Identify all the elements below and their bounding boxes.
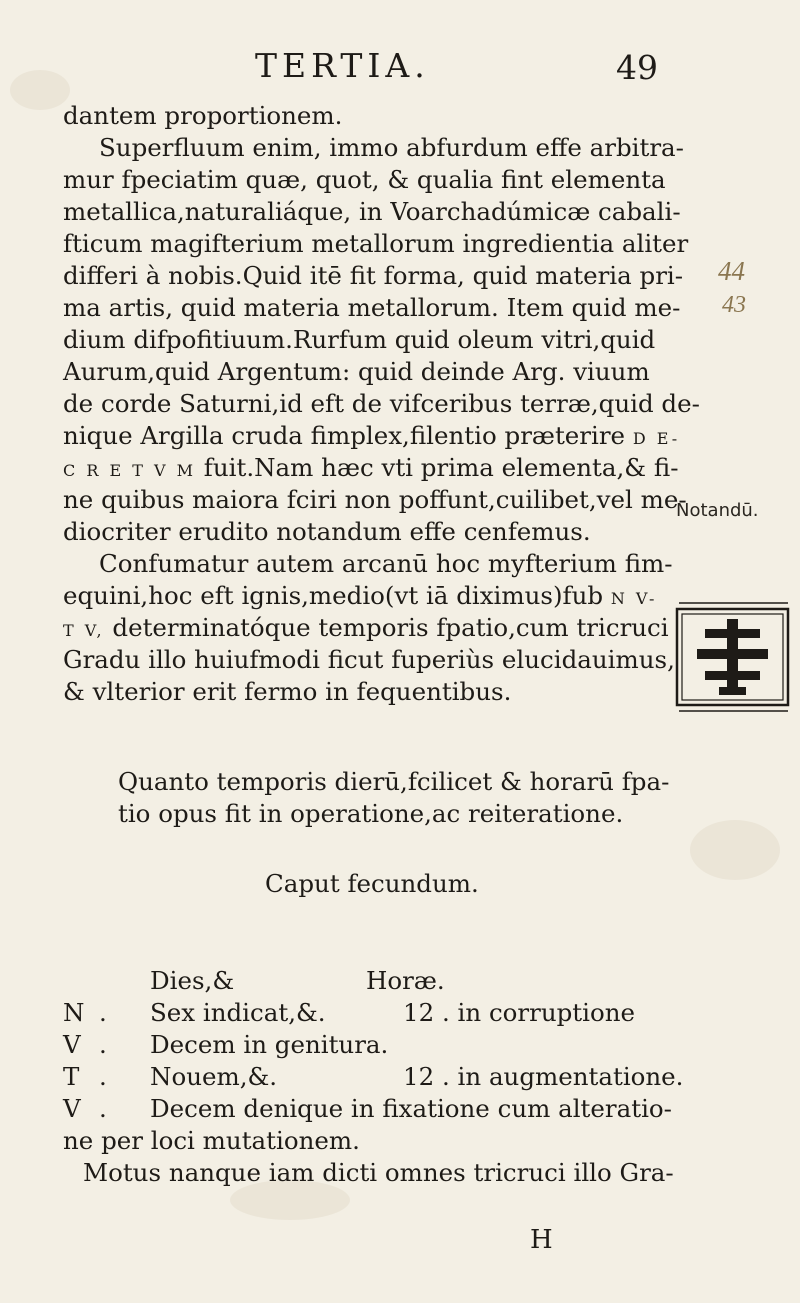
row-letter: N [63, 998, 85, 1027]
text-line [63, 580, 657, 615]
row-days: Sex indicat,&. [150, 998, 326, 1027]
chapter-heading: Caput fecundum. [265, 869, 479, 898]
table-row [63, 1029, 683, 1061]
margin-annotation: 44 [718, 256, 745, 286]
text-line [63, 452, 678, 487]
text-line: Aurum,quid Argentum: quid deinde Arg. viuum [63, 357, 650, 386]
table-header-row [63, 965, 683, 997]
row-hours: 12 . in corruptione [403, 998, 636, 1027]
text-segment: equini,hoc eft ignis,medio(vt iā diximus)fub [63, 581, 604, 610]
text-segment: nique Argilla cruda fimplex,filentio præterire [63, 421, 626, 450]
text-line: & vlterior erit fermo in fequentibus. [63, 677, 512, 706]
text-line: Superfluum enim, immo abfurdum effe arbitra- [99, 133, 684, 162]
text-line [63, 420, 680, 455]
decretum-smallcaps: C R E T V M [63, 461, 197, 480]
nutu-smallcaps: N V- [610, 589, 658, 608]
text-line: Confumatur autem arcanū hoc myfterium fim- [99, 549, 673, 578]
nutu-smallcaps: T V, [63, 621, 105, 640]
row-letter: V [63, 1094, 81, 1123]
table-row [63, 1093, 683, 1125]
text-line: ne per loci mutationem. [63, 1126, 360, 1155]
table-row [63, 1061, 683, 1093]
text-line: differi à nobis.Quid itē fit forma, quid materia pri- [63, 261, 684, 290]
text-line: dium difpofitiuum.Rurfum quid oleum vitri,quid [63, 325, 656, 354]
row-dot: . [99, 1030, 107, 1059]
page-number: 49 [616, 48, 658, 87]
row-dot: . [99, 1062, 107, 1091]
row-dot: . [99, 998, 107, 1027]
text-line: Motus nanque iam dicti omnes tricruci illo Gra- [83, 1158, 674, 1187]
page-header [0, 46, 800, 94]
tricruci-emblem-icon [675, 595, 790, 717]
text-segment: fuit.Nam hæc vti prima elementa,& fi- [196, 453, 679, 482]
row-days: Decem in genitura. [150, 1030, 389, 1059]
text-line: ma artis, quid materia metallorum. Item quid me- [63, 293, 681, 322]
text-line: metallica,naturaliáque, in Voarchadúmicæ cabali- [63, 197, 681, 226]
row-letter: T [63, 1062, 80, 1091]
text-line: mur fpeciatim quæ, quot, & qualia fint elementa [63, 165, 666, 194]
text-line: ne quibus maiora fciri non poffunt,cuilibet,vel me- [63, 485, 687, 514]
row-letter: V [63, 1030, 81, 1059]
summary-line: tio opus fit in operatione,ac reiteratione. [118, 799, 624, 828]
table-row [63, 997, 683, 1029]
running-title: TERTIA. [255, 46, 430, 85]
column-header: Dies,& [150, 966, 235, 995]
row-days: Decem denique in fixatione cum alteratio- [150, 1094, 672, 1123]
row-days: Nouem,&. [150, 1062, 278, 1091]
decretum-smallcaps: D E- [632, 429, 681, 448]
text-line [63, 612, 669, 647]
column-header: Horæ. [366, 966, 445, 995]
row-dot: . [99, 1094, 107, 1123]
text-line: diocriter erudito notandum effe cenfemus. [63, 517, 591, 546]
summary-line: Quanto temporis dierū,fcilicet & horarū fpa- [118, 767, 670, 796]
row-hours: 12 . in augmentatione. [403, 1062, 684, 1091]
text-line: Gradu illo huiufmodi ficut fuperiùs elucidauimus, [63, 645, 675, 674]
text-line: de corde Saturni,id eft de vifceribus terræ,quid de- [63, 389, 700, 418]
text-segment: determinatóque temporis fpatio,cum tricruci [104, 613, 669, 642]
margin-note-notanda: Notandū. [676, 500, 759, 521]
text-line: dantem proportionem. [63, 101, 343, 130]
signature-mark: H [530, 1225, 553, 1255]
text-line: fticum magifterium metallorum ingredientia aliter [63, 229, 689, 258]
margin-annotation: 43 [722, 292, 746, 318]
